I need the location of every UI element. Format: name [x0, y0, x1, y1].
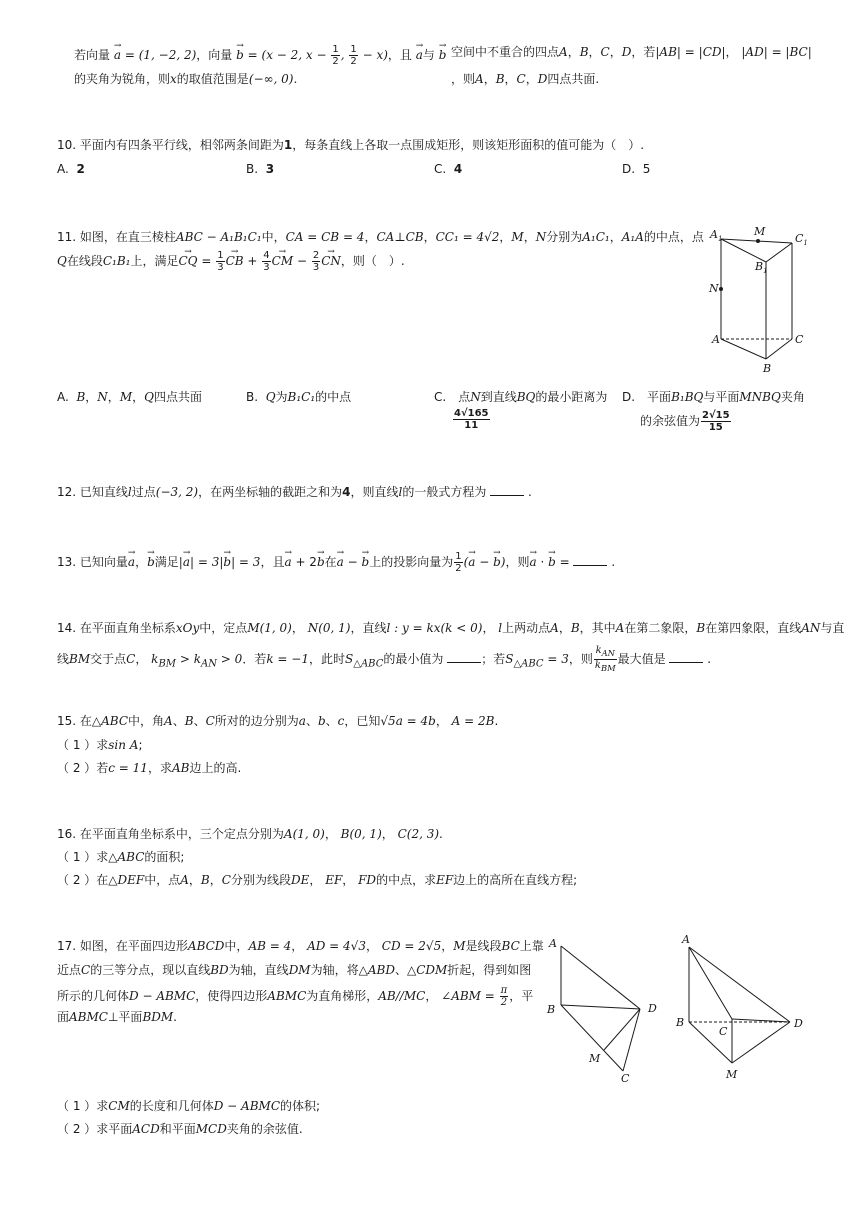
q11-option-c-value: $\frac{4√165}{11}$: [454, 408, 489, 431]
q10-option-d: D. 5: [622, 162, 651, 176]
q11-stem-line1: 11. 如图，在直三棱柱ABC − A₁B₁C₁中，CA = CB = 4，CA⊥CB，CC₁ = 4√2，M，N分别为A₁C₁，A₁A的中点，点: [57, 230, 704, 244]
point-m: [756, 239, 760, 243]
q16-part2: （ 2 ）在△DEF中，点A，B，C分别为线段DE， EF， FD的中点，求EF边上的高所在直线方程;: [57, 873, 578, 887]
label-c: C: [719, 1025, 728, 1038]
label-b: B: [763, 362, 772, 375]
q14-line1: 14. 在平面直角坐标系xOy中，定点M(1, 0)， N(0, 1)，直线l : y = kx(k < 0)， l上两动点A，B，其中A在第二象限，B在第四象限，直线AN与直: [57, 621, 845, 635]
label-m: M: [726, 1068, 738, 1081]
q17-part1: （ 1 ）求CM的长度和几何体D − ABMC的体积;: [57, 1099, 321, 1113]
edge-ab: [721, 339, 766, 359]
q10-option-b: B. 3: [246, 162, 275, 176]
q13-answer-blank[interactable]: [573, 555, 607, 566]
edge-md: [732, 1022, 790, 1063]
q16-part1: （ 1 ）求△ABC的面积;: [57, 850, 185, 864]
q17-figure-folded: [672, 930, 812, 1085]
label-n: N: [709, 282, 719, 295]
label-b: B: [676, 1016, 685, 1029]
q11-option-b: B. Q为B₁C₁的中点: [246, 390, 352, 404]
top-left-line1: 若向量 → a = (1, −2, 2)，向量 → b = (x − 2, x − $\frac{1}{2}$ , $\frac{1}{2}$ − x)，且 → a与 → b: [74, 44, 446, 67]
label-c: C: [621, 1072, 630, 1085]
q10-stem: 10. 平面内有四条平行线，相邻两条间距为1，每条直线上各取一点围成矩形，则该矩形面积的值可能为（ ）.: [57, 138, 645, 152]
q17-line4: 面ABMC⊥平面BDM.: [57, 1010, 177, 1024]
label-d: D: [794, 1017, 803, 1030]
label-c1: $C_1$: [795, 232, 808, 247]
q12-answer-blank[interactable]: [490, 485, 524, 496]
q10-option-a: A. 2: [57, 162, 85, 176]
q14-answer-blank-1[interactable]: [447, 652, 481, 663]
q16-stem: 16. 在平面直角坐标系中，三个定点分别为A(1, 0)， B(0, 1)， C(2, 3).: [57, 827, 443, 841]
q11-option-d: D. 平面B₁BQ与平面MNBQ夹角: [622, 390, 805, 404]
label-m: M: [589, 1052, 601, 1065]
top-right-line1: 空间中不重合的四点A，B，C，D，若|AB| = |CD|， |AD| = |BC|: [451, 45, 812, 59]
q17-line2: 近点C的三等分点，现以直线BD为轴，直线DM为轴，将△ABD、△CDM折起，得到如图: [57, 963, 532, 977]
q17-line1: 17. 如图，在平面四边形ABCD中，AB = 4， AD = 4√3， CD = 2√5，M是线段BC上靠: [57, 939, 544, 953]
point-n: [719, 287, 723, 291]
q15-part2: （ 2 ）若c = 11，求AB边上的高.: [57, 761, 242, 775]
label-d: D: [648, 1002, 657, 1015]
q10-option-c: C. 4: [434, 162, 463, 176]
top-right-line2: ，则A，B，C，D四点共面.: [451, 72, 600, 86]
edge-ac: [689, 947, 732, 1019]
q11-prism-figure: [704, 222, 814, 377]
q14-answer-blank-2[interactable]: [669, 652, 703, 663]
q15-stem: 15. 在△ABC中，角A、B、C所对的边分别为a、b、c，已知√5a = 4b， A = 2B.: [57, 714, 499, 728]
q12-stem: 12. 已知直线l过点(−3, 2)，在两坐标轴的截距之和为4，则直线l的一般式方程为 .: [57, 485, 532, 499]
q17-figure-planar: [543, 932, 668, 1087]
top-left-line2: 的夹角为锐角，则x的取值范围是(−∞, 0).: [74, 72, 298, 86]
q15-part1: （ 1 ）求sin A;: [57, 738, 143, 752]
label-b1: $B_1$: [755, 260, 768, 275]
q11-stem-line2: Q在线段C₁B₁上，满足→ CQ = $\frac{1}{3}$ → CB + $\frac{4}{3}$ → CM − $\frac{2}{3}$ → CN，则（ ）.: [57, 250, 405, 273]
label-c: C: [795, 333, 804, 346]
q11-option-a: A. B，N，M，Q四点共面: [57, 390, 202, 404]
label-a: A: [712, 333, 720, 346]
label-a: A: [682, 933, 690, 946]
edge-b1c1: [766, 243, 792, 262]
label-m: M: [754, 225, 766, 238]
label-a1: $A_1$: [710, 228, 723, 243]
q17-line3: 所示的几何体D − ABMC，使得四边形ABMC为直角梯形，AB//MC， ∠ABM = $\frac{\pi}{2}$ ，平: [57, 985, 534, 1008]
q17-part2: （ 2 ）求平面ACD和平面MCD夹角的余弦值.: [57, 1122, 303, 1136]
q11-option-c: C. 点N到直线BQ的最小距离为: [434, 390, 608, 404]
edge-ad: [561, 946, 640, 1009]
q14-line2: 线BM交于点C， $k_{BM} > k_{AN} > 0$．若k = −1，此时$S_{\triangle ABC}$的最小值为 ；若$S_{\triangle ABC} = 3$，则 $\frac{k_{AN}}{k_{BM}}$ 最大值是 .: [57, 645, 712, 673]
label-a: A: [549, 937, 557, 950]
q11-option-d-value: 的余弦值为 $\frac{2√15}{15}$: [640, 410, 730, 433]
q13-stem: 13. 已知向量→ a，→ b满足|→ a| = 3|→ b| = 3，且→ a + 2→ b在→ a − → b上的投影向量为 $\frac{1}{2}$ (→ a − → b)，则→ a · → b = .: [57, 551, 615, 574]
edge-ad: [689, 947, 790, 1022]
label-b: B: [547, 1003, 556, 1016]
edge-bd: [561, 1005, 640, 1009]
edge-bc: [766, 339, 792, 359]
